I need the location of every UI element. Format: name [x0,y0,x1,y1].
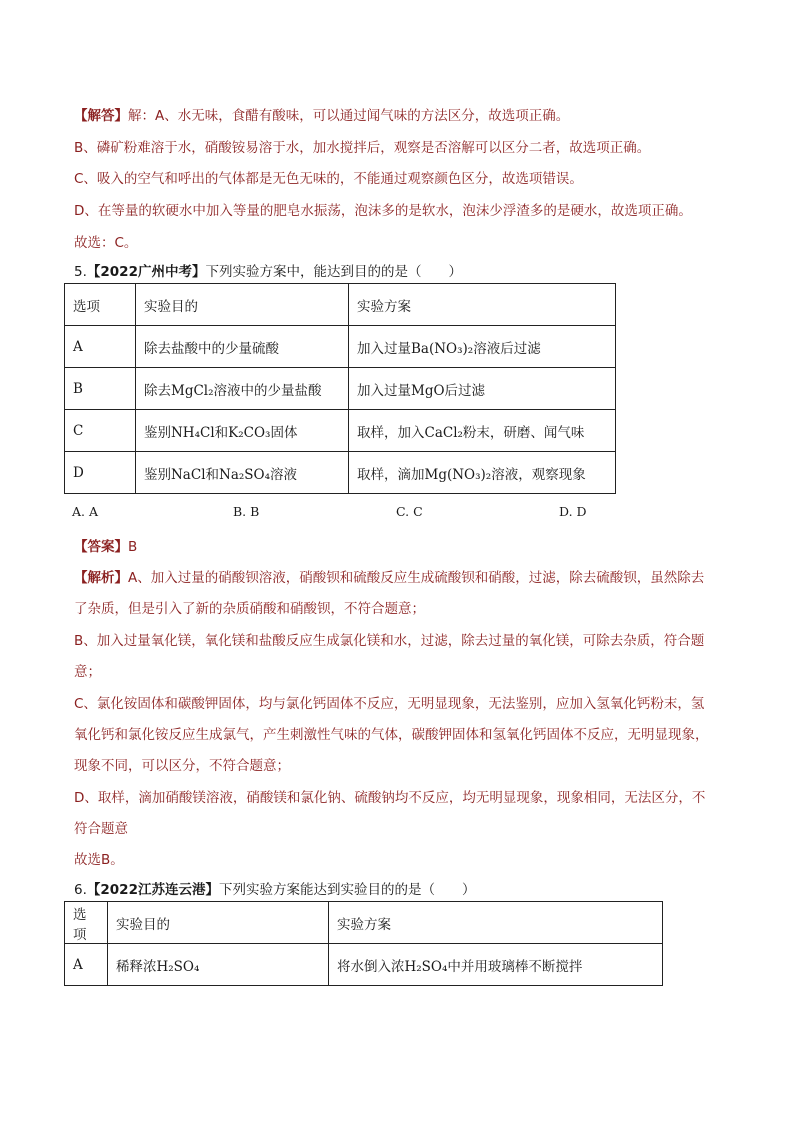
table-row [65,452,616,494]
q5-stem [74,260,462,280]
question-text: 下列实验方案中，能达到目的的是（ ） [205,264,462,280]
q5-answer [74,535,137,555]
table-row [65,326,616,368]
table-header-row [65,284,616,326]
q5-analysis-line-8: D、取样，滴加硝酸镁溶液，硝酸镁和氯化钠、硫酸钠均不反应，均无明显现象，现象相同，无法区分，不 [74,790,706,806]
header-goal: 实验目的 [108,902,329,944]
question-text: 下列实验方案能达到实验目的的是（ ） [218,882,476,898]
q5-choice: 故选B。 [74,852,124,868]
analysis-tag: 【解析】 [74,570,128,586]
row-goal: 鉴别NH₄Cl和K₂CO₃固体 [136,410,349,452]
q4-solution-line-b: B、磷矿粉难溶于水，硝酸铵易溶于水，加水搅拌后，观察是否溶解可以区分二者，故选项正确。 [74,140,651,156]
choice-d: D. D [559,504,587,519]
question-source: 【2022江苏连云港】 [86,882,219,898]
row-goal: 除去盐酸中的少量硫酸 [136,326,349,368]
choice-c: C. C [396,504,423,519]
q5-analysis-line-2: 了杂质，但是引入了新的杂质硝酸和硝酸钡，不符合题意； [74,601,425,617]
row-option: A [65,326,136,368]
header-option: 选项 [65,902,108,944]
q5-choices [72,504,632,524]
q5-analysis-line-1 [74,566,704,586]
row-option: B [65,368,136,410]
row-goal: 稀释浓H₂SO₄ [108,944,329,986]
row-option: D [65,452,136,494]
row-option: C [65,410,136,452]
q6-stem [74,878,475,898]
header-option: 选项 [65,284,136,326]
solution-text: 解：A、水无味，食醋有酸味，可以通过闻气味的方法区分，故选项正确。 [128,108,570,124]
q5-table [64,283,616,494]
header-plan: 实验方案 [349,284,616,326]
row-option: A [65,944,108,986]
q4-solution-choice: 故选：C。 [74,235,138,251]
table-row [65,944,663,986]
q5-analysis-line-5: C、氯化铵固体和碳酸钾固体，均与氯化钙固体不反应，无明显现象，无法鉴别，应加入氢氧化钙粉末，氢 [74,696,705,712]
answer-tag: 【答案】 [74,539,128,555]
q5-analysis-line-9: 符合题意 [74,821,128,837]
row-goal: 除去MgCl₂溶液中的少量盐酸 [136,368,349,410]
q5-analysis-line-7: 现象不同，可以区分，不符合题意； [74,758,290,774]
analysis-text: A、加入过量的硝酸钡溶液，硝酸钡和硫酸反应生成硫酸钡和硝酸，过滤，除去硫酸钡，虽然除去 [128,570,705,586]
q6-table [64,901,663,986]
answer-value: B [128,539,138,555]
solution-tag: 【解答】 [74,108,128,124]
row-plan: 取样，加入CaCl₂粉末，研磨、闻气味 [349,410,616,452]
table-row [65,410,616,452]
q5-analysis-line-6: 氧化钙和氯化铵反应生成氯气，产生刺激性气味的气体，碳酸钾固体和氢氧化钙固体不反应，无明显现象， [74,727,709,743]
header-plan: 实验方案 [329,902,663,944]
q4-solution-line-a [74,104,569,124]
question-number: 5. [74,264,87,280]
q4-solution-line-d: D、在等量的软硬水中加入等量的肥皂水振荡，泡沫多的是软水，泡沫少浮渣多的是硬水，故选项正确。 [74,203,692,219]
row-plan: 将水倒入浓H₂SO₄中并用玻璃棒不断搅拌 [329,944,663,986]
choice-a: A. A [72,504,99,519]
row-goal: 鉴别NaCl和Na₂SO₄溶液 [136,452,349,494]
row-plan: 取样，滴加Mg(NO₃)₂溶液，观察现象 [349,452,616,494]
table-header-row [65,902,663,944]
q4-solution-line-c: C、吸入的空气和呼出的气体都是无色无味的，不能通过观察颜色区分，故选项错误。 [74,171,583,187]
row-plan: 加入过量MgO后过滤 [349,368,616,410]
question-source: 【2022广州中考】 [86,264,206,280]
q5-analysis-line-4: 意； [74,664,101,680]
row-plan: 加入过量Ba(NO₃)₂溶液后过滤 [349,326,616,368]
question-number: 6. [74,882,87,898]
q5-analysis-line-3: B、加入过量氧化镁，氧化镁和盐酸反应生成氯化镁和水，过滤，除去过量的氧化镁，可除去杂质，符合题 [74,633,705,649]
choice-b: B. B [233,504,260,519]
header-goal: 实验目的 [136,284,349,326]
table-row [65,368,616,410]
